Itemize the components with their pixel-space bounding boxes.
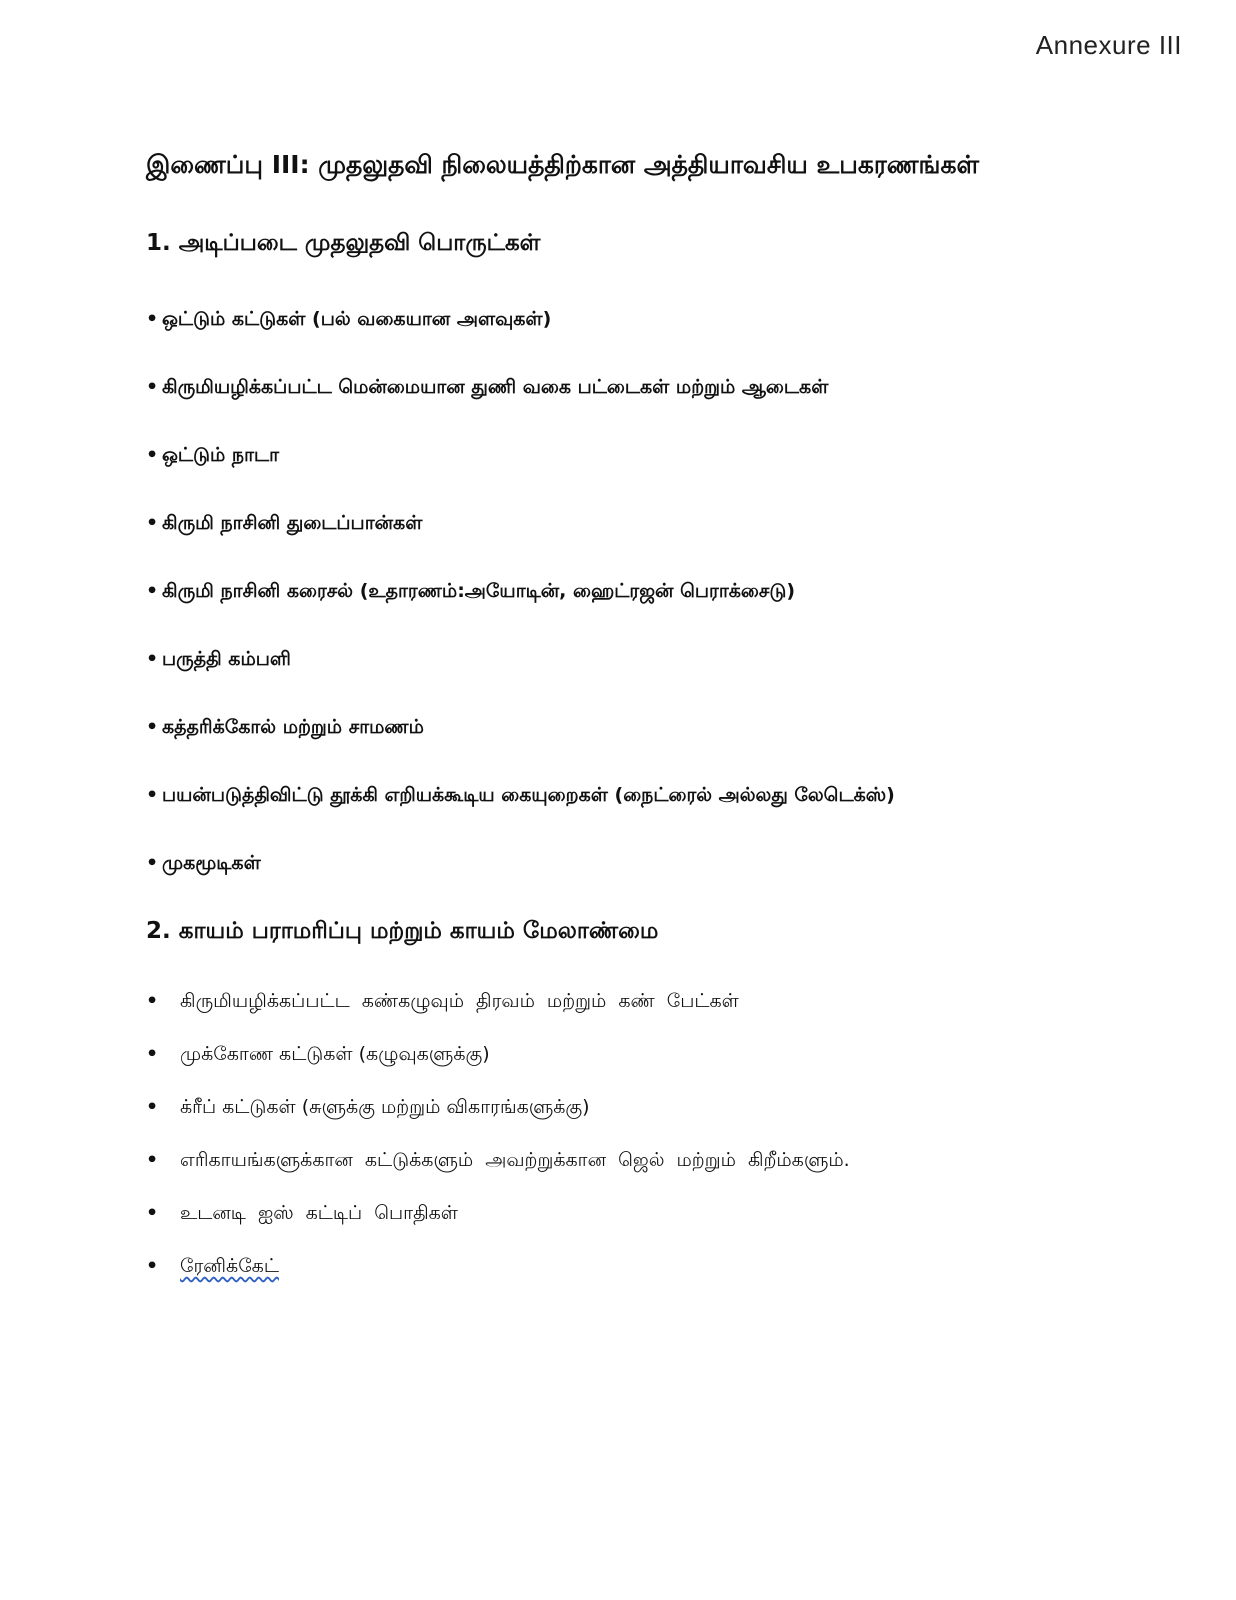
list-item — [146, 1096, 850, 1121]
list-item — [146, 512, 895, 580]
list-item-text: பருத்தி கம்பளி — [162, 648, 291, 670]
section-1-heading: 1. அடிப்படை முதலுதவி பொருட்கள் — [146, 230, 541, 256]
list-item-text: முக்கோண கட்டுகள் (கழுவுகளுக்கு) — [180, 1043, 490, 1065]
list-item — [146, 648, 895, 716]
list-item-text: கிருமி நாசினி துடைப்பான்கள் — [162, 512, 423, 534]
wound-care-list — [146, 990, 850, 1308]
list-item-text: கிருமியழிக்கப்பட்ட மென்மையான துணி வகை பட்டைகள் மற்றும் ஆடைகள் — [162, 376, 829, 398]
section-2-heading: 2. காயம் பராமரிப்பு மற்றும் காயம் மேலாண்மை — [146, 918, 659, 944]
bullet-icon: • — [146, 1149, 159, 1171]
list-item — [146, 1202, 850, 1227]
basic-supplies-list — [146, 308, 895, 920]
bullet-icon: • — [146, 580, 159, 602]
list-item — [146, 376, 895, 444]
bullet-icon: • — [146, 444, 159, 466]
list-item-text: முகமூடிகள் — [162, 852, 261, 874]
list-item-text: உடனடி ஐஸ் கட்டிப் பொதிகள் — [180, 1202, 458, 1224]
annexure-label: Annexure III — [1035, 30, 1182, 60]
bullet-icon: • — [146, 852, 159, 874]
bullet-icon: • — [146, 784, 159, 806]
list-item-text: ஒட்டும் நாடா — [162, 444, 280, 466]
bullet-icon: • — [146, 376, 159, 398]
list-item-text: க்ரீப் கட்டுகள் (சுளுக்கு மற்றும் விகாரங்களுக்கு) — [180, 1096, 590, 1118]
list-item — [146, 580, 895, 648]
bullet-icon: • — [146, 308, 159, 330]
bullet-icon: • — [146, 512, 159, 534]
list-item-text: எரிகாயங்களுக்கான கட்டுக்களும் அவற்றுக்கான ஜெல் மற்றும் கிறீம்களும். — [180, 1149, 850, 1171]
bullet-icon: • — [146, 648, 159, 670]
list-item-text: கத்தரிக்கோல் மற்றும் சாமணம் — [162, 716, 424, 738]
bullet-icon: • — [146, 1096, 159, 1118]
list-item — [146, 308, 895, 376]
list-item — [146, 852, 895, 920]
list-item-text: கிருமியழிக்கப்பட்ட கண்கழுவும் திரவம் மற்றும் கண் பேட்கள் — [180, 990, 739, 1012]
bullet-icon: • — [146, 990, 159, 1012]
bullet-icon: • — [146, 1255, 159, 1277]
list-item — [146, 1149, 850, 1174]
list-item — [146, 716, 895, 784]
list-item — [146, 1255, 850, 1280]
list-item-text: ரேனிக்கேட் — [180, 1255, 279, 1277]
document-title: இணைப்பு III: முதலுதவி நிலையத்திற்கான அத்தியாவசிய உபகரணங்கள் — [146, 150, 980, 179]
list-item — [146, 444, 895, 512]
list-item-text: கிருமி நாசினி கரைசல் (உதாரணம்:அயோடின், ஹைட்ரஜன் பெராக்சைடு) — [162, 580, 796, 602]
list-item-text: ஒட்டும் கட்டுகள் (பல் வகையான அளவுகள்) — [162, 308, 552, 330]
list-item-text: பயன்படுத்திவிட்டு தூக்கி எறியக்கூடிய கையுறைகள் (நைட்ரைல் அல்லது லேடெக்ஸ்) — [162, 784, 895, 806]
bullet-icon: • — [146, 1202, 159, 1224]
bullet-icon: • — [146, 716, 159, 738]
list-item — [146, 784, 895, 852]
bullet-icon: • — [146, 1043, 159, 1065]
list-item — [146, 990, 850, 1015]
list-item — [146, 1043, 850, 1068]
